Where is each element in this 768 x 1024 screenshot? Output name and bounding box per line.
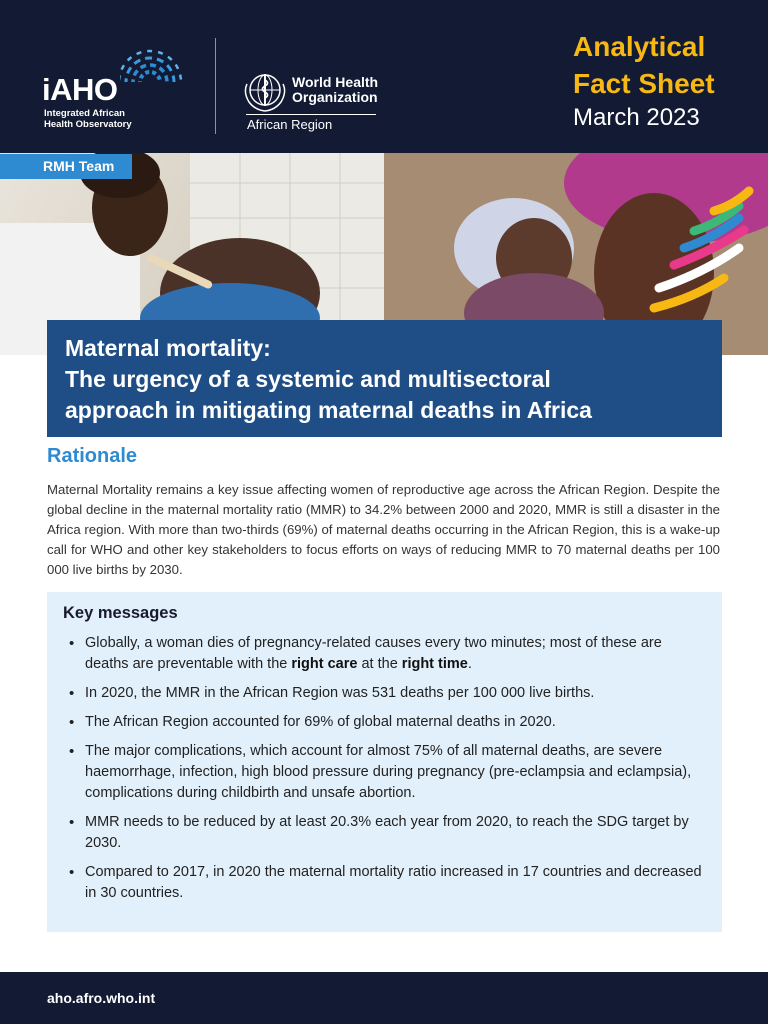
key-messages-list [63, 633, 706, 904]
key-message-1-bold1: right care [291, 656, 358, 672]
factsheet-title-line1: Analytical [573, 31, 706, 62]
rationale-paragraph: Maternal Mortality remains a key issue affecting women of reproductive age across the African Region. Despite the global decline in the maternal mortality ratio (MMR) to 34.2% between 2000 and 2020, MMR is still a disaster in the Africa region. With more than two-thirds (69%) of maternal deaths occurring in the African Region, this is a wake-up call for WHO and other key stakeholders to focus efforts on ways of reducing MMR to 70 maternal deaths per 100 000 live births by 2030. [47, 482, 720, 577]
who-name [292, 75, 402, 105]
key-message-item [63, 633, 706, 675]
who-name-line1: World Health [292, 74, 379, 90]
factsheet-title [573, 28, 763, 102]
page-header [0, 0, 768, 153]
rationale-heading: Rationale [47, 445, 138, 467]
iaho-subtitle-line2: Health Observatory [44, 119, 132, 130]
iaho-wordmark: iAHO [42, 72, 118, 107]
key-message-item: • Compared to 2017, in 2020 the maternal mortality ratio increased in 17 countries and decreased in 30 countries. [63, 862, 706, 904]
title-line1: Maternal mortality: [65, 335, 271, 361]
website-link[interactable]: aho.afro.who.int [47, 990, 156, 1006]
key-message-1-part2: at the [357, 656, 402, 672]
key-message-item: • The African Region accounted for 69% of global maternal deaths in 2020. [63, 712, 706, 733]
key-message-1-bold2: right time [401, 656, 468, 672]
title-box [47, 320, 722, 437]
document-title [65, 333, 704, 426]
factsheet-date: March 2023 [573, 104, 700, 131]
iaho-subtitle-line1: Integrated African [44, 108, 125, 119]
page-footer [0, 972, 768, 1024]
factsheet-title-line2: Fact Sheet [573, 68, 715, 99]
title-line3: approach in mitigating maternal deaths in Africa [65, 397, 592, 423]
iaho-rings-icon [120, 42, 190, 112]
key-messages-box [47, 592, 722, 932]
key-messages-heading: Key messages [63, 604, 178, 622]
iaho-logo [42, 42, 192, 137]
who-emblem-icon [242, 70, 288, 112]
title-line2: The urgency of a systemic and multisectoral [65, 366, 551, 392]
who-logo [242, 70, 392, 135]
iaho-subtitle [44, 108, 164, 130]
who-name-line2: Organization [292, 89, 378, 105]
key-message-item: • MMR needs to be reduced by at least 20.3% each year from 2020, to reach the SDG target by 2030. [63, 812, 706, 854]
key-message-item: • The major complications, which account for almost 75% of all maternal deaths, are severe haemorrhage, infection, high blood pressure during pregnancy (pre-eclampsia and eclampsia), complications during childbirth and unsafe abortion. [63, 741, 706, 804]
team-tag: RMH Team [0, 154, 132, 179]
key-message-1-part1: Globally, a woman dies of pregnancy-related causes every two minutes; most of these are deaths are preventable with the [85, 635, 662, 672]
key-message-item: • In 2020, the MMR in the African Region was 531 deaths per 100 000 live births. [63, 683, 706, 704]
logo-divider [215, 38, 216, 134]
who-region: African Region [247, 117, 333, 132]
who-rule [246, 114, 376, 115]
key-message-1-part3: . [467, 656, 472, 672]
